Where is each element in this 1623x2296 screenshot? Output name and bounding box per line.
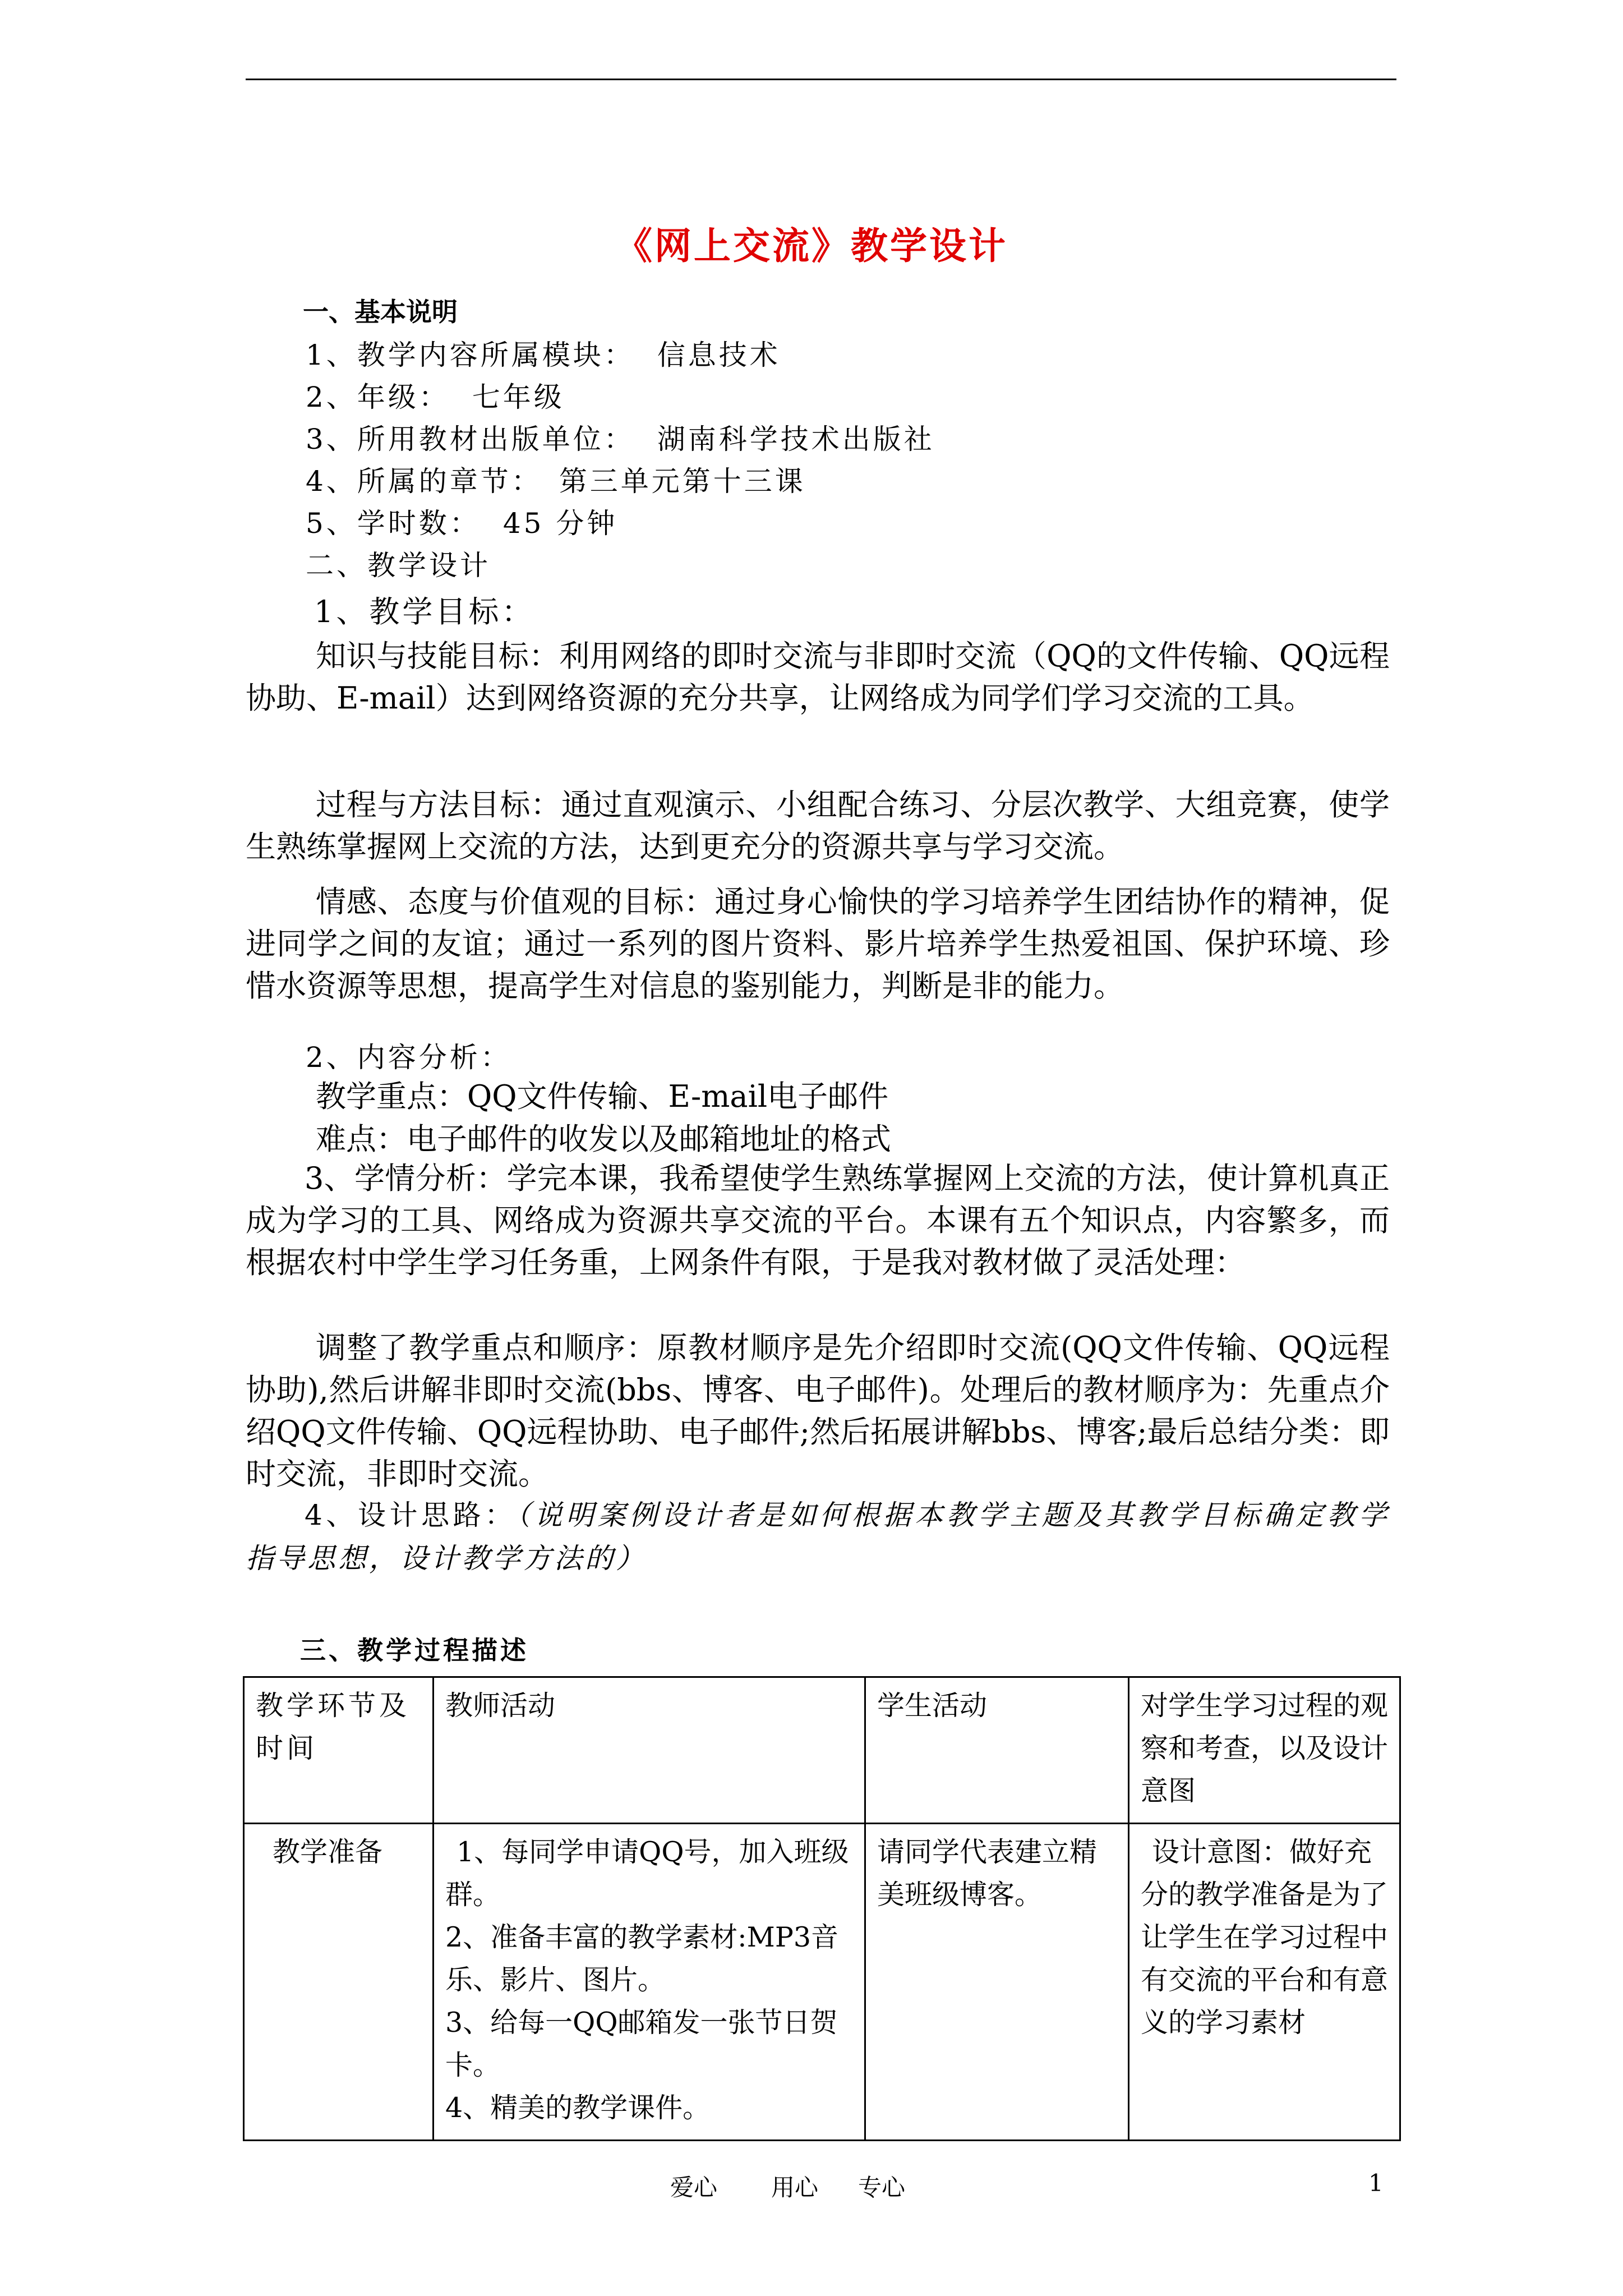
info-label: 2、年级： [306,381,450,413]
learning-analysis: 3、学情分析：学完本课，我希望使学生熟练掌握网上交流的方法，使计算机真正成为学习的工具、网络成为资源共享交流的平台。本课有五个知识点，内容繁多，而根据农村中学生学习任务重，上网条件有限，于是我对教材做了灵活处理： [246,1161,1390,1280]
info-label: 4、所属的章节： [306,465,542,498]
document-title: 《网上交流》教学设计 [615,224,1008,268]
teacher-item: 4、精美的教学课件。 [445,2092,711,2124]
section3-heading: 三、教学过程描述 [300,1635,529,1665]
info-value: 七年级 [472,381,565,413]
info-item-publisher [306,417,935,457]
table-row [244,1824,1400,2141]
design-label: 4、设计思路： [305,1499,517,1531]
info-value: 第三单元第十三课 [559,465,806,498]
cell-intent: 设计意图：做好充分的教学准备是为了让学生在学习过程中有交流的平台和有意义的学习素材 [1129,1824,1400,2141]
info-label: 1、教学内容所属模块： [306,339,635,371]
teacher-item: 2、准备丰富的教学素材:MP3音乐、影片、图片。 [445,1921,839,1996]
cell-stage: 教学准备 [244,1824,434,2141]
key-point: 教学重点：QQ文件传输、E-mail电子邮件 [316,1079,889,1114]
goal-heading: 1、教学目标： [314,594,535,629]
info-label: 3、所用教材出版单位： [306,423,635,455]
footer-motto-2: 用心 [771,2174,819,2201]
info-value: 信息技术 [657,339,781,371]
teaching-adjustment: 调整了教学重点和顺序：原教材顺序是先介绍即时交流(QQ文件传输、QQ远程协助),然后讲解非即时交流(bbs、博客、电子邮件)。处理后的教材顺序为：先重点介绍QQ文件传输、QQ远程协助、电子邮件;然后拓展讲解bbs、博客;最后总结分类：即时交流，非即时交流。 [246,1330,1390,1492]
header-teacher: 教师活动 [434,1677,865,1824]
page-number: 1 [1368,2169,1384,2197]
header-stage: 教学环节及时间 [244,1677,434,1824]
content-heading: 2、内容分析： [306,1041,511,1074]
design-note: （说明案例设计者是如何根据本教学主题及其教学目标确定教学指导思想，设计教学方法的） [246,1499,1390,1575]
design-thinking [246,1494,1390,1580]
info-value: 45 分钟 [502,507,618,540]
teacher-item: 3、给每一QQ邮箱发一张节日贺卡。 [445,2007,838,2081]
table-header-row [244,1677,1400,1824]
section2-heading: 二、教学设计 [306,549,491,582]
cell-teacher [434,1824,865,2141]
goal-process: 过程与方法目标：通过直观演示、小组配合练习、分层次教学、大组竞赛，使学生熟练掌握网上交流的方法，达到更充分的资源共享与学习交流。 [246,787,1390,864]
goal-emotion: 情感、态度与价值观的目标：通过身心愉快的学习培养学生团结协作的精神，促进同学之间的友谊；通过一系列的图片资料、影片培养学生热爱祖国、保护环境、珍惜水资源等思想，提高学生对信息的鉴别能力，判断是非的能力。 [246,884,1390,1004]
info-label: 5、学时数： [306,507,481,540]
info-value: 湖南科学技术出版社 [657,423,935,455]
header-rule [246,79,1396,80]
info-item-hours [306,501,617,541]
info-item-chapter [306,459,806,499]
info-item-module [306,333,781,373]
section1-heading: 一、基本说明 [303,297,458,327]
footer-motto-3: 专心 [858,2174,906,2201]
cell-student: 请同学代表建立精美班级博客。 [865,1824,1129,2141]
info-item-grade [306,375,565,415]
process-table [243,1676,1401,2141]
header-intent: 对学生学习过程的观察和考查，以及设计意图 [1129,1677,1400,1824]
difficult-point: 难点：电子邮件的收发以及邮箱地址的格式 [316,1121,891,1157]
teacher-item: 1、每同学申请QQ号，加入班级群。 [445,1836,849,1911]
goal-knowledge: 知识与技能目标：利用网络的即时交流与非即时交流（QQ的文件传输、QQ远程协助、E-mail）达到网络资源的充分共享，让网络成为同学们学习交流的工具。 [246,638,1390,716]
header-student: 学生活动 [865,1677,1129,1824]
footer-motto-1: 爱心 [670,2174,718,2201]
